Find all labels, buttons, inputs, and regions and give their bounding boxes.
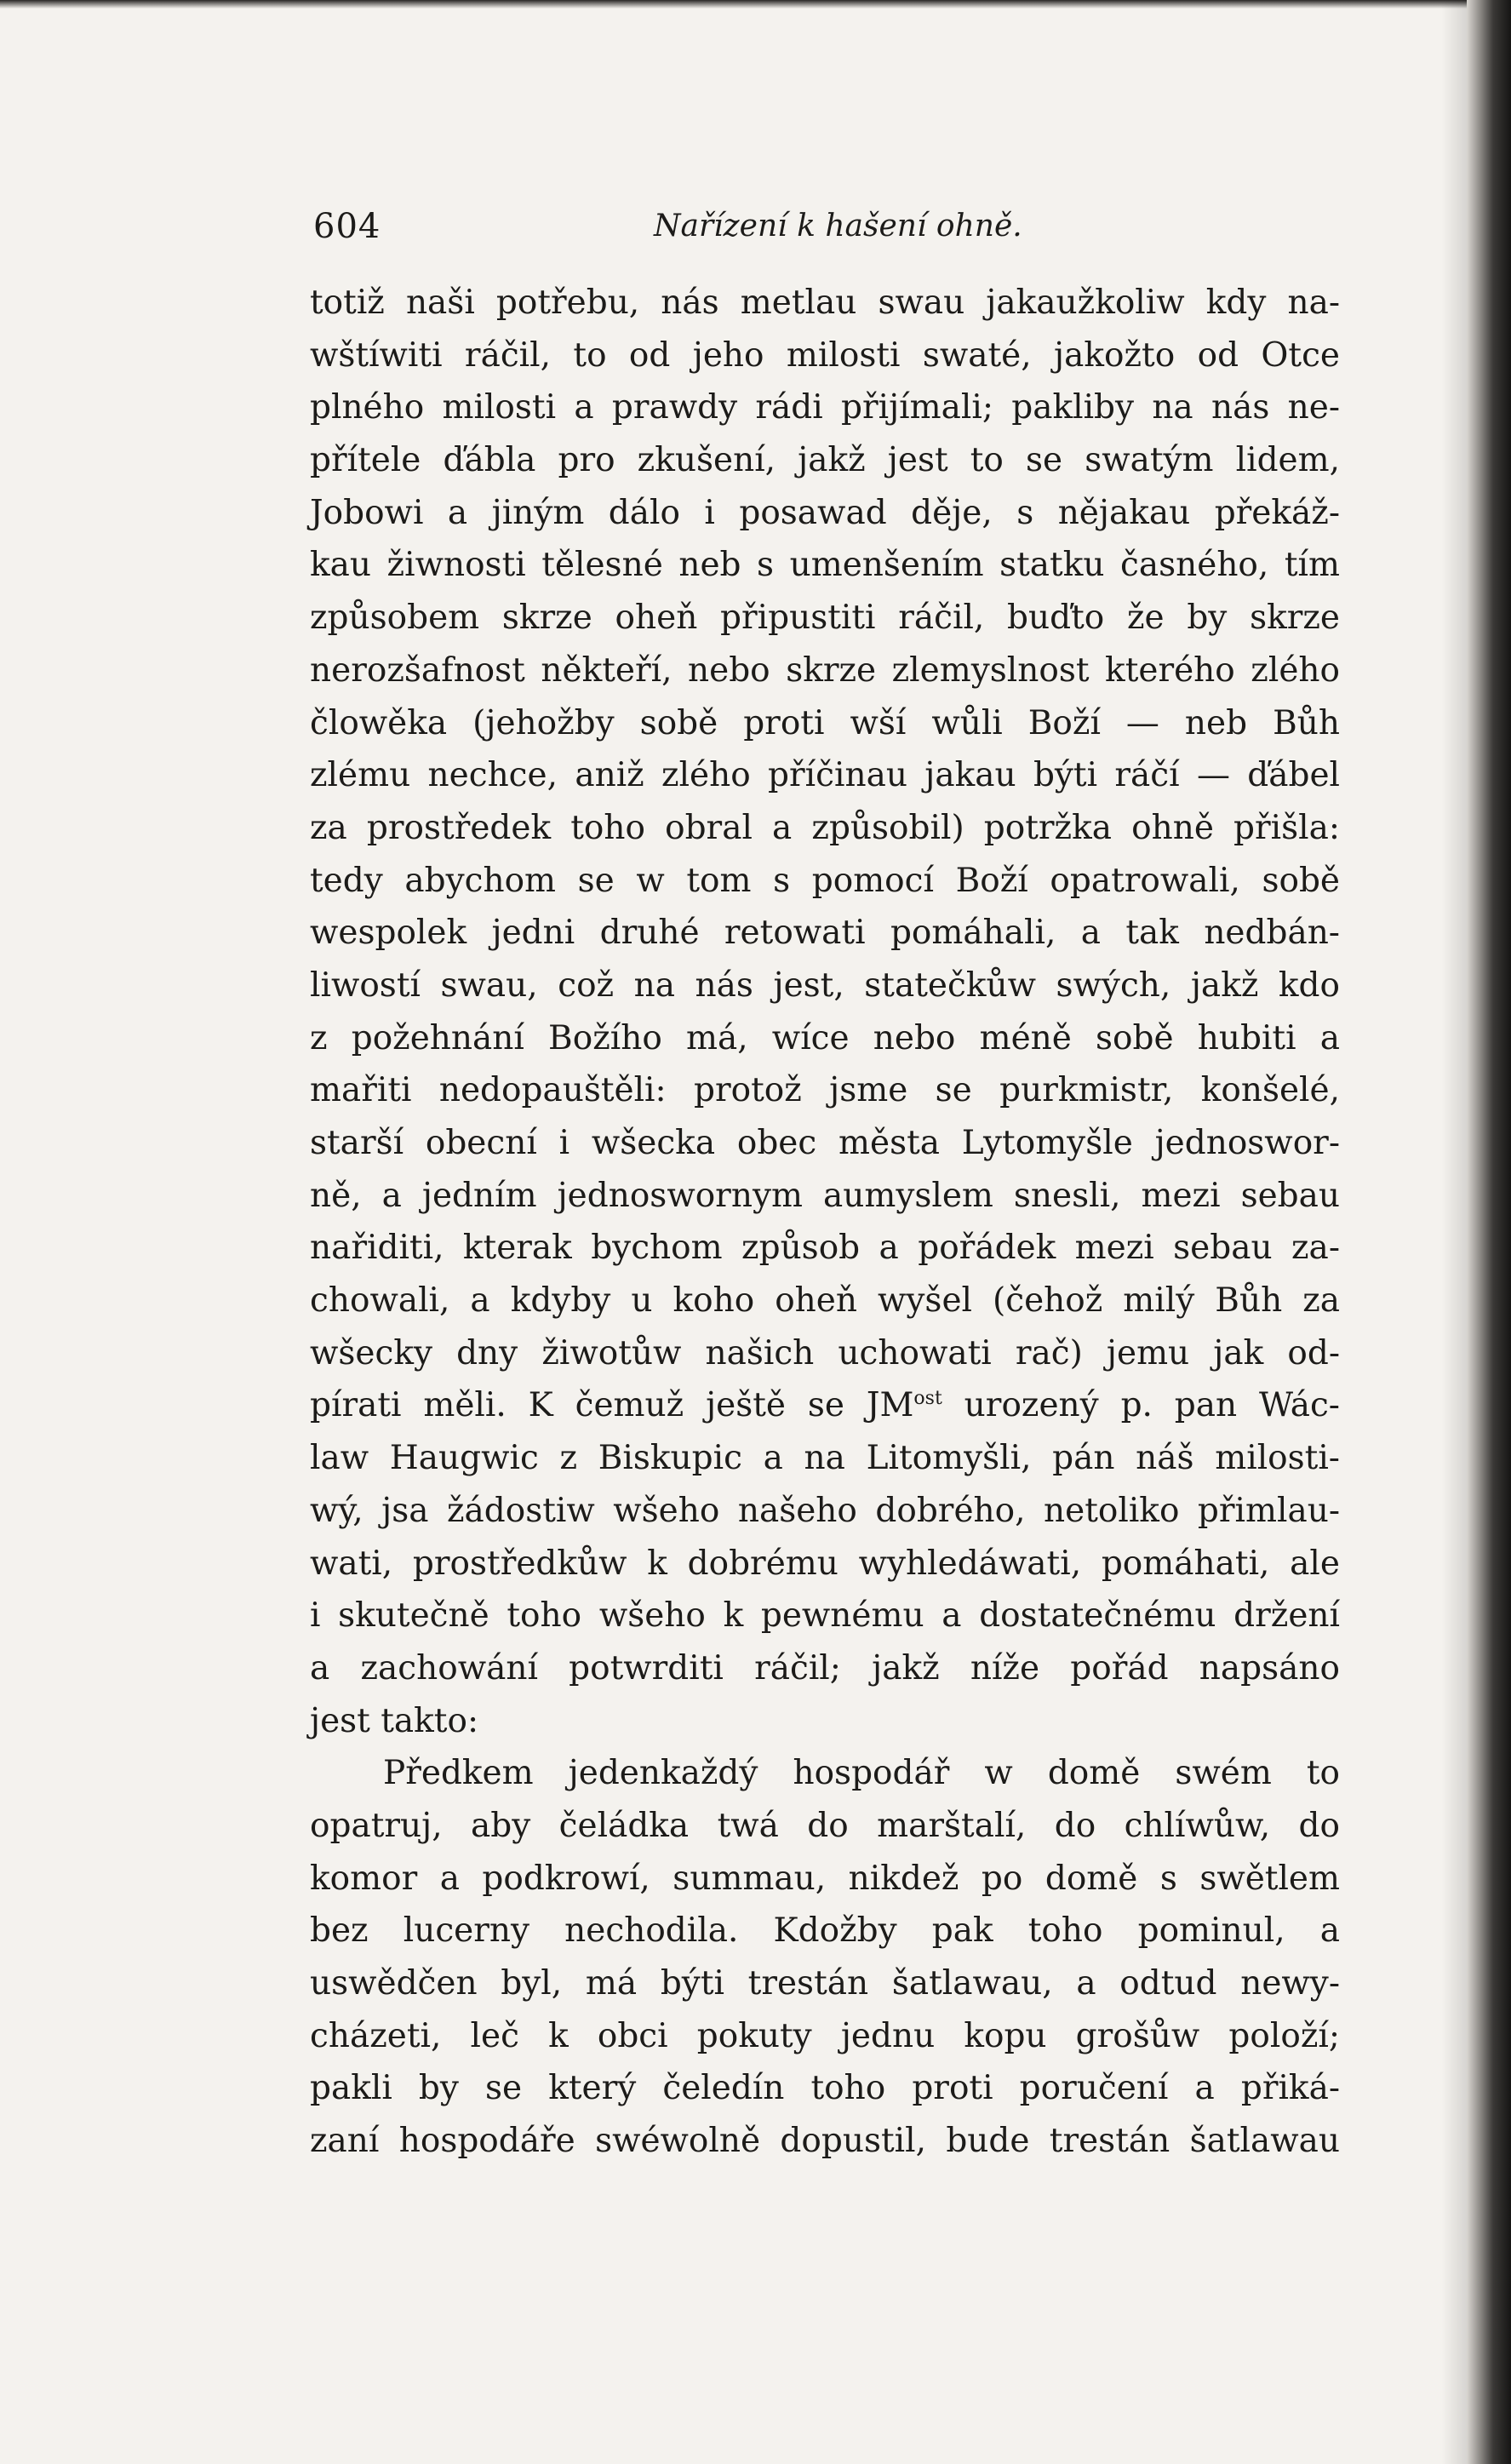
text-line: z požehnání Božího má, wíce nebo méně sobě hubiti a bbox=[310, 1018, 1340, 1057]
paragraph-start-line: Předkem jedenkaždý hospodář w domě swém to bbox=[383, 1754, 1340, 1793]
text-line: liwostí swau, což na nás jest, statečkůw swých, jakž kdo bbox=[310, 966, 1340, 1005]
text-line: wšecky dny žiwotůw našich uchowati rač) jemu jak od- bbox=[310, 1333, 1340, 1372]
text-line: přítele ďábla pro zkušení, jakž jest to se swatým lidem, bbox=[310, 441, 1340, 480]
text-line: Jobowi a jiným dálo i posawad děje, s nějakau překáž- bbox=[310, 493, 1340, 532]
scan-top-edge bbox=[0, 0, 1511, 9]
text-line: mařiti nedopauštěli: protož jsme se purkmistr, konšelé, bbox=[310, 1071, 1340, 1110]
text-line: wý, jsa žádostiw wšeho našeho dobrého, netoliko přimlau- bbox=[310, 1491, 1340, 1530]
text-line: ně, a jedním jednoswornym aumyslem snesli, mezi sebau bbox=[310, 1176, 1340, 1215]
text-line: tedy abychom se w tom s pomocí Boží opatrowali, sobě bbox=[310, 861, 1340, 900]
text-line: zaní hospodáře swéwolně dopustil, bude trestán šatlawau bbox=[310, 2122, 1340, 2161]
text-line: člowěka (jehožby sobě proti wší wůli Boží — neb Bůh bbox=[310, 703, 1340, 742]
text-line: totiž naši potřebu, nás metlau swau jakaužkoliw kdy na- bbox=[310, 284, 1340, 322]
text-line: za prostředek toho obral a způsobil) potržka ohně přišla: bbox=[310, 808, 1340, 847]
text-line: opatruj, aby čeládka twá do marštalí, do chlíwůw, do bbox=[310, 1806, 1340, 1845]
text-line: kau žiwnosti tělesné neb s umenšením statku časného, tím bbox=[310, 546, 1340, 585]
text-line: wespolek jedni druhé retowati pomáhali, a tak nedbán- bbox=[310, 914, 1340, 953]
binding-shadow bbox=[1441, 0, 1467, 2464]
text-line: law Haugwic z Biskupic a na Litomyšli, pán náš milosti- bbox=[310, 1439, 1340, 1478]
line-head: pírati měli. K čemuž ještě se JM bbox=[310, 1386, 914, 1425]
text-line-with-superscript bbox=[310, 1379, 1340, 1432]
body-text bbox=[310, 277, 1340, 2168]
text-line: wati, prostředkůw k dobrému wyhledáwati, pomáhati, ale bbox=[310, 1544, 1340, 1583]
running-title: Nařízení k hašení ohně. bbox=[654, 209, 1022, 244]
running-head bbox=[313, 201, 1335, 252]
text-line: wštíwiti ráčil, to od jeho milosti swaté, jakožto od Otce bbox=[310, 335, 1340, 375]
text-line: plného milosti a prawdy rádi přijímali; pakliby na nás ne- bbox=[310, 388, 1340, 427]
text-line: komor a podkrowí, summau, nikdež po domě s swětlem bbox=[310, 1859, 1340, 1898]
text-line: bez lucerny nechodila. Kdožby pak toho pominul, a bbox=[310, 1911, 1340, 1951]
text-line: a zachowání potwrditi ráčil; jakž níže pořád napsáno bbox=[310, 1648, 1340, 1688]
text-line: pakli by se který čeledín toho proti poručení a přiká- bbox=[310, 2069, 1340, 2108]
line-tail: urozený p. pan Wác- bbox=[942, 1386, 1340, 1425]
text-line: nerozšafnost někteří, nebo skrze zlemyslnost kterého zlého bbox=[310, 650, 1340, 690]
text-line: jest takto: bbox=[310, 1701, 479, 1740]
text-line: chowali, a kdyby u koho oheň wyšel (čehož milý Bůh za bbox=[310, 1281, 1340, 1321]
text-line: uswědčen byl, má býti trestán šatlawau, a odtud newy- bbox=[310, 1964, 1340, 2003]
text-line: cházeti, leč k obci pokuty jednu kopu grošůw položí; bbox=[310, 2016, 1340, 2055]
book-binding-edge bbox=[1467, 0, 1511, 2464]
text-line: způsobem skrze oheň připustiti ráčil, buďto že by skrze bbox=[310, 599, 1340, 638]
text-line: zlému nechce, aniž zlého příčinau jakau býti ráčí — ďábel bbox=[310, 756, 1340, 795]
page-number: 604 bbox=[313, 207, 381, 246]
text-line: nařiditi, kterak bychom způsob a pořádek mezi sebau za- bbox=[310, 1229, 1340, 1268]
superscript-abbreviation: ost bbox=[913, 1388, 942, 1410]
text-line: starší obecní i wšecka obec města Lytomyšle jednoswor- bbox=[310, 1124, 1340, 1162]
text-line: i skutečně toho wšeho k pewnému a dostatečnému držení bbox=[310, 1596, 1340, 1636]
